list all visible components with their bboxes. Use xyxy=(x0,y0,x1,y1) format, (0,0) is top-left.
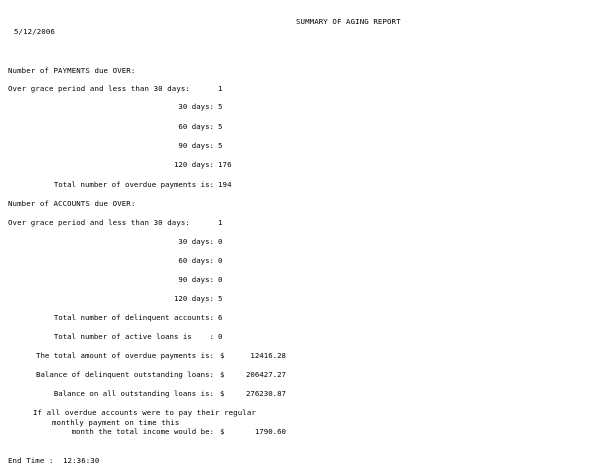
delinquent-accounts-label: Total number of delinquent accounts: xyxy=(53,313,214,322)
delinquent-balance-currency: $ xyxy=(220,370,225,379)
payments-grace-label: Over grace period and less than 30 days: xyxy=(8,84,190,93)
income-currency: $ xyxy=(220,427,225,436)
accounts-30-value: 0 xyxy=(218,237,223,246)
income-text-line1: If all overdue accounts were to pay their regular xyxy=(33,408,256,417)
delinquent-balance-value: 206427.27 xyxy=(245,370,286,379)
accounts-30-label: 30 days: xyxy=(178,237,214,246)
accounts-60-value: 0 xyxy=(218,256,223,265)
payments-grace-value: 1 xyxy=(218,84,223,93)
accounts-grace-value: 1 xyxy=(218,218,223,227)
active-loans-value: 0 xyxy=(218,332,223,341)
overdue-amount-currency: $ xyxy=(220,351,225,360)
active-loans-label: Total number of active loans is : xyxy=(53,332,214,341)
accounts-120-label: 120 days: xyxy=(173,294,214,303)
outstanding-balance-label: Balance on all outstanding loans is: xyxy=(53,389,214,398)
report-title: SUMMARY OF AGING REPORT xyxy=(296,17,401,26)
accounts-heading: Number of ACCOUNTS due OVER: xyxy=(8,199,136,208)
delinquent-accounts-value: 6 xyxy=(218,313,223,322)
payments-120-label: 120 days: xyxy=(173,160,214,169)
end-time-label: End Time : xyxy=(8,456,54,465)
payments-heading: Number of PAYMENTS due OVER: xyxy=(8,66,136,75)
payments-30-label: 30 days: xyxy=(178,102,214,111)
outstanding-balance-currency: $ xyxy=(220,389,225,398)
accounts-60-label: 60 days: xyxy=(178,256,214,265)
report-date: 5/12/2006 xyxy=(14,27,55,36)
payments-60-label: 60 days: xyxy=(178,122,214,131)
delinquent-balance-label: Balance of delinquent outstanding loans: xyxy=(36,370,214,379)
payments-total-value: 194 xyxy=(218,180,232,189)
overdue-amount-value: 12416.28 xyxy=(250,351,286,360)
payments-90-label: 90 days: xyxy=(178,141,214,150)
accounts-90-label: 90 days: xyxy=(178,275,214,284)
payments-total-label: Total number of overdue payments is: xyxy=(53,180,214,189)
accounts-90-value: 0 xyxy=(218,275,223,284)
accounts-grace-label: Over grace period and less than 30 days: xyxy=(8,218,190,227)
income-value: 1790.60 xyxy=(254,427,286,436)
income-text-line3: month the total income would be: xyxy=(71,427,214,436)
payments-90-value: 5 xyxy=(218,141,223,150)
outstanding-balance-value: 276230.87 xyxy=(245,389,286,398)
accounts-120-value: 5 xyxy=(218,294,223,303)
payments-30-value: 5 xyxy=(218,102,223,111)
end-time-value: 12:36:30 xyxy=(63,456,100,465)
overdue-amount-label: The total amount of overdue payments is: xyxy=(36,351,214,360)
payments-60-value: 5 xyxy=(218,122,223,131)
payments-120-value: 176 xyxy=(218,160,232,169)
income-text-line2: monthly payment on time this xyxy=(52,418,180,427)
